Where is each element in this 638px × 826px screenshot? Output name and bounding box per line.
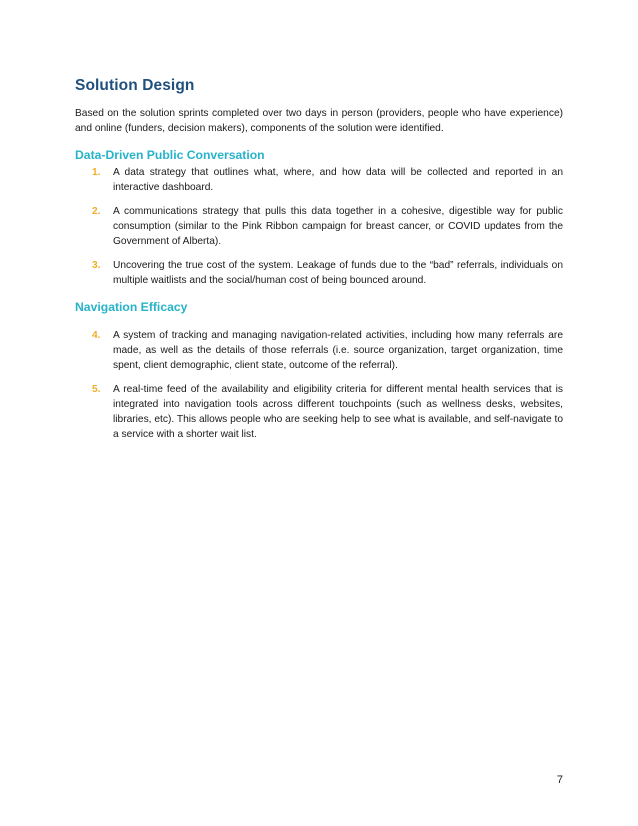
- list-item-text: A communications strategy that pulls this data together in a cohesive, digestible way for public consumption (similar to the Pink Ribbon campaign for breast cancer, or COVID updates from the Government of Alberta).: [113, 206, 563, 247]
- page-title: Solution Design: [75, 77, 195, 94]
- list-item-number: 5.: [92, 384, 101, 395]
- list-item-text: A real-time feed of the availability and eligibility criteria for different mental health services that is integrated into navigation tools across different touchpoints (such as wellness desks, websites, libraries, etc). This allows people who are seeking help to see what is available, and self-navigate to a service with a shorter wait list.: [113, 384, 563, 440]
- list-item: [75, 204, 563, 249]
- list-item-number: 3.: [92, 260, 101, 271]
- section-heading-data-driven: Data-Driven Public Conversation: [75, 148, 265, 162]
- numbered-list-navigation-efficacy: [75, 328, 563, 451]
- list-item-text: Uncovering the true cost of the system. Leakage of funds due to the “bad” referrals, individuals on multiple waitlists and the social/human cost of being bounced around.: [113, 260, 563, 286]
- numbered-list-data-driven: [75, 165, 563, 297]
- list-item: [75, 382, 563, 442]
- section-heading-navigation-efficacy: Navigation Efficacy: [75, 300, 188, 314]
- list-item: [75, 258, 563, 288]
- list-item: [75, 165, 563, 195]
- document-page: [75, 0, 563, 826]
- list-item-number: 2.: [92, 206, 101, 217]
- intro-paragraph: Based on the solution sprints completed over two days in person (providers, people who have experience) and online (funders, decision makers), components of the solution were identified.: [75, 108, 563, 134]
- list-item: [75, 328, 563, 373]
- page-number: 7: [556, 774, 563, 786]
- list-item-text: A system of tracking and managing navigation-related activities, including how many referrals are made, as well as the details of those referrals (i.e. source organization, target organization, time spent, client demographic, client state, outcome of the referral).: [113, 330, 563, 371]
- list-item-text: A data strategy that outlines what, where, and how data will be collected and reported in an interactive dashboard.: [113, 167, 563, 193]
- list-item-number: 1.: [92, 167, 101, 178]
- list-item-number: 4.: [92, 330, 101, 341]
